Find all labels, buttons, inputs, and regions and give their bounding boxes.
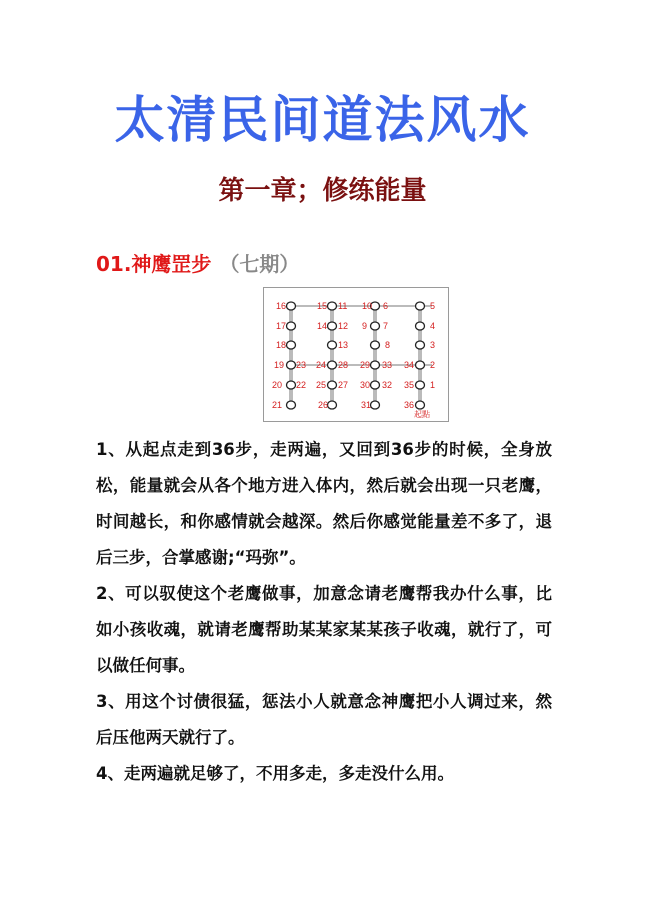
step-number: 19	[274, 360, 285, 370]
chapter-heading: 第一章；修练能量	[218, 176, 427, 206]
step-number: 20	[272, 380, 283, 390]
step-number: 26	[318, 400, 329, 410]
step-node	[416, 401, 425, 409]
step-paragraph: 1、从起点走到36步，走两遍，又回到36步的时候，全身放松，能量就会从各个地方进入体内，然后就会出现一只老鹰，时间越长，和你感情就会越深。然后你感觉能量差不多了，退后三步，合掌感谢;“玛弥”。	[96, 440, 552, 567]
step-node	[287, 341, 296, 349]
step-paragraph: 3、用这个讨债很猛，惩法小人就意念神鹰把小人调过来，然后压他两天就行了。	[96, 692, 552, 747]
step-number: 12	[338, 321, 349, 331]
step-nodes	[287, 302, 425, 409]
step-node	[328, 302, 337, 310]
step-node	[371, 401, 380, 409]
step-number: 34	[404, 360, 415, 370]
steps-list	[96, 432, 552, 792]
step-node	[328, 361, 337, 369]
step-number: 32	[382, 380, 393, 390]
step-number: 22	[296, 380, 307, 390]
step-node	[328, 322, 337, 330]
step-number: 1	[430, 380, 436, 390]
step-number: 4	[430, 321, 436, 331]
step-number: 3	[430, 340, 436, 350]
step-number: 25	[316, 380, 327, 390]
step-node	[328, 401, 337, 409]
step-node	[416, 322, 425, 330]
step-number: 30	[360, 380, 371, 390]
step-node	[416, 361, 425, 369]
section-heading	[96, 248, 299, 277]
document-title: 太清民间道法风水	[114, 90, 531, 149]
step-node	[416, 341, 425, 349]
step-node	[371, 381, 380, 389]
step-number: 33	[382, 360, 393, 370]
step-number: 13	[338, 340, 349, 350]
step-diagram-svg	[264, 288, 448, 421]
step-paragraph: 2、可以驭使这个老鹰做事，加意念请老鹰帮我办什么事，比如小孩收魂，就请老鹰帮助某某家某某孩子收魂，就行了，可以做任何事。	[96, 584, 552, 675]
step-number: 23	[296, 360, 307, 370]
step-paragraph: 4、走两遍就足够了，不用多走，多走没什么用。	[96, 764, 454, 783]
step-node	[328, 341, 337, 349]
step-number: 29	[360, 360, 371, 370]
step-number: 35	[404, 380, 415, 390]
step-numbers	[272, 301, 435, 410]
step-number: 21	[272, 400, 283, 410]
step-number: 10	[362, 301, 373, 311]
step-number: 8	[385, 340, 391, 350]
step-number: 2	[430, 360, 436, 370]
step-number: 36	[404, 400, 415, 410]
step-node	[287, 381, 296, 389]
step-node	[287, 401, 296, 409]
step-number: 28	[338, 360, 349, 370]
step-number: 9	[362, 321, 368, 331]
step-node	[371, 322, 380, 330]
step-number: 7	[383, 321, 389, 331]
section-note: （七期）	[219, 252, 300, 276]
step-node	[287, 361, 296, 369]
grid-lines	[290, 306, 432, 405]
start-point-label: 起點	[414, 410, 430, 419]
step-node	[287, 322, 296, 330]
step-number: 31	[361, 400, 372, 410]
step-diagram	[263, 287, 449, 422]
step-node	[416, 302, 425, 310]
section-label: 01.神鹰罡步	[96, 252, 212, 276]
step-number: 5	[430, 301, 436, 311]
step-number: 24	[316, 360, 327, 370]
step-number: 27	[338, 380, 349, 390]
step-number: 15	[317, 301, 328, 311]
step-node	[371, 361, 380, 369]
step-number: 18	[276, 340, 287, 350]
step-number: 16	[276, 301, 287, 311]
step-node	[371, 341, 380, 349]
step-node	[416, 381, 425, 389]
step-node	[328, 381, 337, 389]
step-node	[287, 302, 296, 310]
step-number: 6	[383, 301, 389, 311]
step-number: 17	[276, 321, 287, 331]
step-number: 14	[317, 321, 328, 331]
step-number: 11	[338, 301, 348, 311]
